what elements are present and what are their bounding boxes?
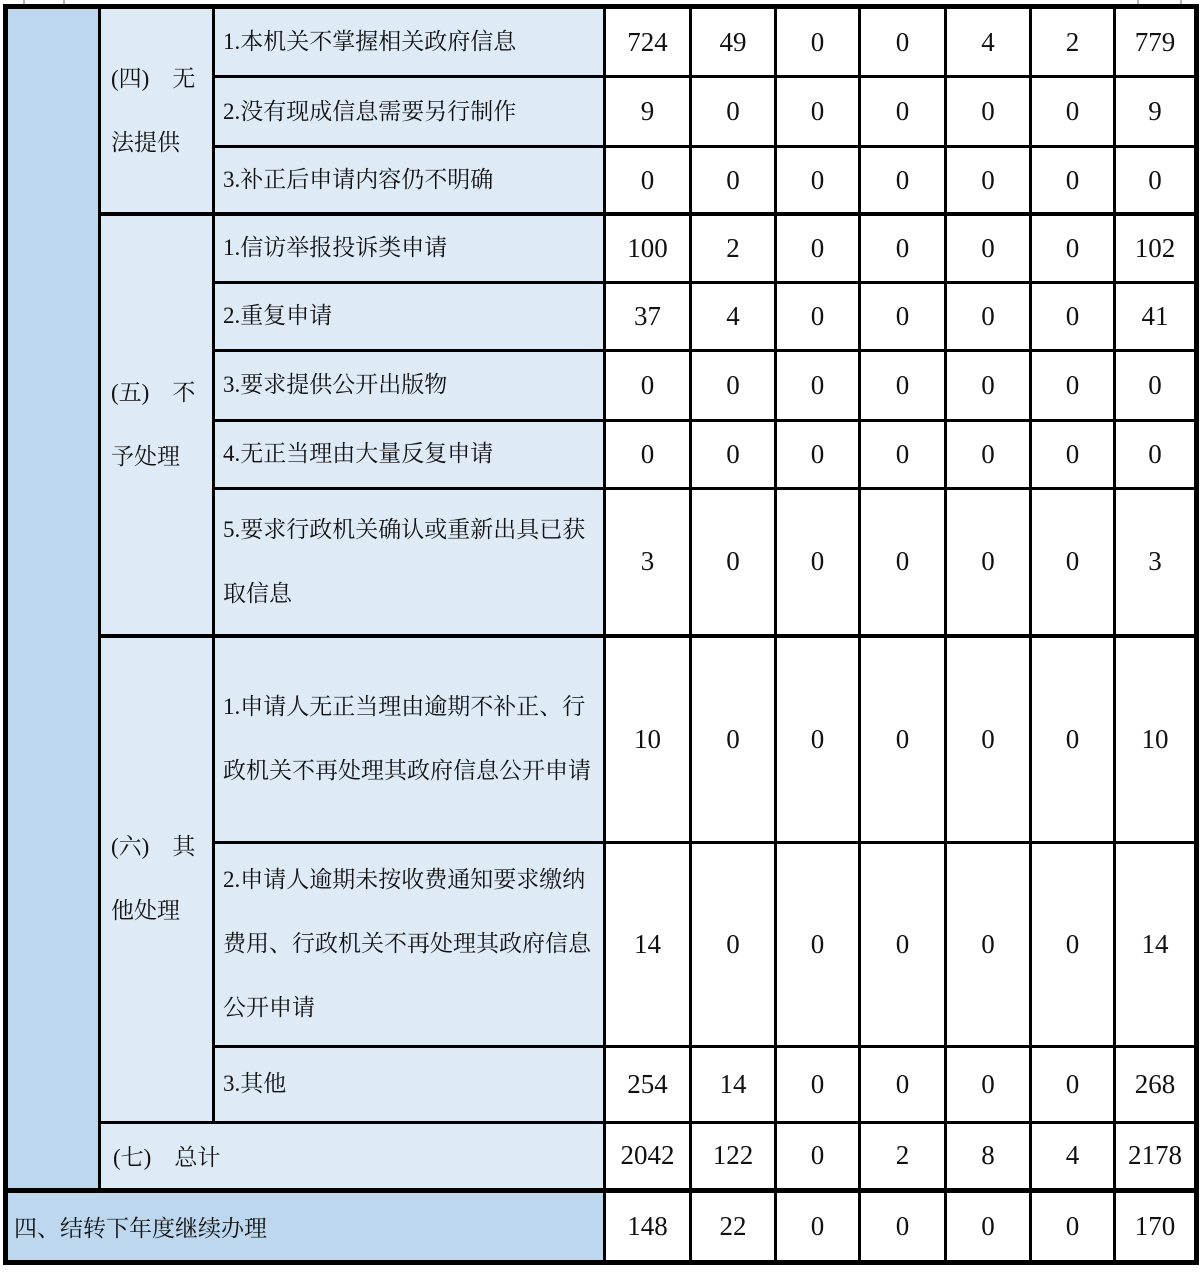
report-table (3, 4, 1199, 1265)
value-cell: 0 (1031, 147, 1115, 215)
value-cell: 0 (691, 420, 776, 488)
value-cell: 0 (946, 842, 1031, 1046)
value-cell: 0 (946, 1190, 1031, 1262)
item-cell: 4.无正当理由大量反复申请 (214, 420, 605, 488)
value-cell: 0 (946, 636, 1031, 842)
value-cell: 0 (946, 77, 1031, 147)
value-cell: 3 (605, 488, 691, 636)
value-cell: 9 (605, 77, 691, 147)
value-cell: 3 (1115, 488, 1197, 636)
value-cell: 0 (776, 636, 860, 842)
value-cell: 22 (691, 1190, 776, 1262)
value-cell: 0 (776, 1190, 860, 1262)
value-cell: 9 (1115, 77, 1197, 147)
item-cell: 1.申请人无正当理由逾期不补正、行政机关不再处理其政府信息公开申请 (214, 636, 605, 842)
value-cell: 0 (1115, 147, 1197, 215)
value-cell: 0 (860, 1046, 946, 1122)
spanner-blank-cell (6, 7, 100, 1191)
value-cell: 2178 (1115, 1122, 1197, 1190)
value-cell: 0 (691, 636, 776, 842)
value-cell: 4 (946, 7, 1031, 77)
item-cell: 2.重复申请 (214, 282, 605, 350)
value-cell: 122 (691, 1122, 776, 1190)
value-cell: 0 (776, 350, 860, 420)
item-cell: 1.信访举报投诉类申请 (214, 214, 605, 282)
value-cell: 0 (691, 350, 776, 420)
value-cell: 0 (691, 147, 776, 215)
value-cell: 0 (1031, 1046, 1115, 1122)
value-cell: 0 (946, 214, 1031, 282)
value-cell: 14 (605, 842, 691, 1046)
value-cell: 0 (860, 636, 946, 842)
value-cell: 0 (860, 420, 946, 488)
value-cell: 0 (946, 420, 1031, 488)
value-cell: 779 (1115, 7, 1197, 77)
value-cell: 2042 (605, 1122, 691, 1190)
value-cell: 724 (605, 7, 691, 77)
value-cell: 10 (605, 636, 691, 842)
carryover-row (6, 1190, 1197, 1262)
value-cell: 0 (691, 842, 776, 1046)
value-cell: 0 (691, 488, 776, 636)
item-cell: 1.本机关不掌握相关政府信息 (214, 7, 605, 77)
value-cell: 14 (691, 1046, 776, 1122)
value-cell: 14 (1115, 842, 1197, 1046)
table-row (6, 214, 1197, 282)
value-cell: 0 (691, 77, 776, 147)
category-cell-section5: (五) 不予处理 (100, 214, 214, 636)
item-cell: 2.申请人逾期未按收费通知要求缴纳费用、行政机关不再处理其政府信息公开申请 (214, 842, 605, 1046)
value-cell: 0 (860, 1190, 946, 1262)
value-cell: 4 (691, 282, 776, 350)
value-cell: 0 (1031, 1190, 1115, 1262)
value-cell: 0 (776, 420, 860, 488)
value-cell: 0 (946, 282, 1031, 350)
value-cell: 268 (1115, 1046, 1197, 1122)
value-cell: 0 (860, 7, 946, 77)
value-cell: 37 (605, 282, 691, 350)
table-row (6, 7, 1197, 77)
item-cell: 2.没有现成信息需要另行制作 (214, 77, 605, 147)
table-row (6, 636, 1197, 842)
value-cell: 0 (776, 282, 860, 350)
item-cell: 3.补正后申请内容仍不明确 (214, 147, 605, 215)
item-cell: 5.要求行政机关确认或重新出具已获取信息 (214, 488, 605, 636)
value-cell: 0 (860, 147, 946, 215)
value-cell: 0 (776, 842, 860, 1046)
value-cell: 0 (860, 842, 946, 1046)
carryover-label-cell: 四、结转下年度继续办理 (6, 1190, 605, 1262)
value-cell: 0 (776, 214, 860, 282)
value-cell: 0 (776, 7, 860, 77)
total-label-cell: (七) 总计 (100, 1122, 605, 1190)
category-cell-section6: (六) 其他处理 (100, 636, 214, 1122)
value-cell: 2 (860, 1122, 946, 1190)
value-cell: 8 (946, 1122, 1031, 1190)
value-cell: 2 (1031, 7, 1115, 77)
value-cell: 2 (691, 214, 776, 282)
total-row (6, 1122, 1197, 1190)
value-cell: 0 (860, 350, 946, 420)
value-cell: 41 (1115, 282, 1197, 350)
item-cell: 3.要求提供公开出版物 (214, 350, 605, 420)
value-cell: 0 (1031, 214, 1115, 282)
value-cell: 0 (860, 77, 946, 147)
value-cell: 0 (1031, 420, 1115, 488)
value-cell: 0 (946, 147, 1031, 215)
value-cell: 102 (1115, 214, 1197, 282)
value-cell: 0 (1031, 350, 1115, 420)
value-cell: 4 (1031, 1122, 1115, 1190)
value-cell: 0 (860, 214, 946, 282)
value-cell: 148 (605, 1190, 691, 1262)
value-cell: 0 (776, 147, 860, 215)
value-cell: 0 (1115, 420, 1197, 488)
value-cell: 0 (1115, 350, 1197, 420)
value-cell: 10 (1115, 636, 1197, 842)
value-cell: 0 (605, 350, 691, 420)
value-cell: 0 (1031, 636, 1115, 842)
value-cell: 0 (776, 488, 860, 636)
value-cell: 0 (776, 1046, 860, 1122)
value-cell: 0 (1031, 77, 1115, 147)
value-cell: 0 (1031, 282, 1115, 350)
value-cell: 0 (946, 350, 1031, 420)
value-cell: 0 (860, 282, 946, 350)
value-cell: 0 (946, 488, 1031, 636)
item-cell: 3.其他 (214, 1046, 605, 1122)
value-cell: 170 (1115, 1190, 1197, 1262)
value-cell: 0 (776, 1122, 860, 1190)
value-cell: 0 (946, 1046, 1031, 1122)
value-cell: 0 (605, 420, 691, 488)
value-cell: 0 (776, 77, 860, 147)
value-cell: 254 (605, 1046, 691, 1122)
value-cell: 49 (691, 7, 776, 77)
value-cell: 0 (860, 488, 946, 636)
value-cell: 0 (1031, 842, 1115, 1046)
value-cell: 0 (605, 147, 691, 215)
value-cell: 100 (605, 214, 691, 282)
value-cell: 0 (1031, 488, 1115, 636)
category-cell-section4: (四) 无法提供 (100, 7, 214, 215)
